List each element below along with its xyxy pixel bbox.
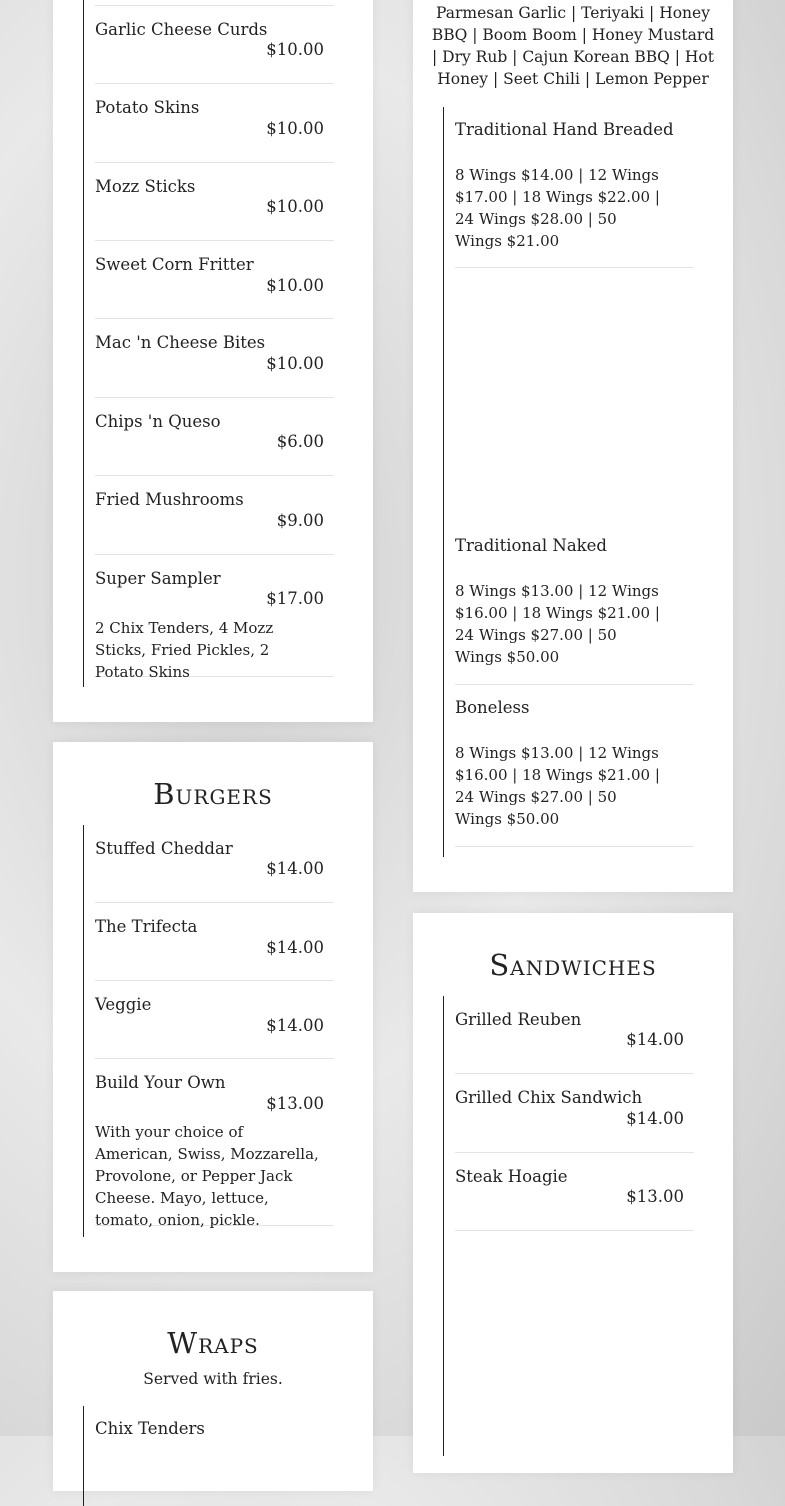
item-description: 2 Chix Tenders, 4 Mozz Sticks, Fried Pickles, 2 Potato Skins bbox=[95, 619, 274, 681]
item-price: $10.00 bbox=[266, 354, 324, 373]
section-title: Wraps bbox=[167, 1326, 259, 1360]
item-name: Grilled Reuben bbox=[455, 1010, 582, 1029]
menu-item[interactable] bbox=[455, 107, 694, 268]
menu-item[interactable] bbox=[455, 523, 694, 685]
item-name: Grilled Chix Sandwich bbox=[455, 1088, 643, 1107]
item-price: $10.00 bbox=[266, 119, 324, 138]
sandwiches-card bbox=[413, 913, 733, 1473]
item-price: $13.00 bbox=[266, 1094, 324, 1113]
flavors-line: BBQ | Boom Boom | Honey Mustard bbox=[431, 26, 715, 44]
menu-item[interactable] bbox=[455, 1074, 694, 1153]
section-subtitle: Served with fries. bbox=[143, 1370, 283, 1388]
item-name: Super Sampler bbox=[95, 569, 221, 588]
item-price: $14.00 bbox=[266, 859, 324, 878]
flavors-line: | Dry Rub | Cajun Korean BBQ | Hot bbox=[432, 48, 714, 66]
flavors-line: Honey | Seet Chili | Lemon Pepper bbox=[437, 70, 709, 88]
menu-item[interactable] bbox=[95, 241, 334, 319]
wings-list bbox=[443, 107, 703, 857]
menu-item[interactable] bbox=[95, 981, 334, 1059]
burgers-card bbox=[53, 742, 373, 1272]
menu-item[interactable] bbox=[95, 555, 334, 681]
menu-item[interactable] bbox=[95, 825, 334, 903]
menu-item[interactable] bbox=[95, 319, 334, 398]
item-name: Mozz Sticks bbox=[95, 177, 196, 196]
menu-item[interactable] bbox=[455, 996, 694, 1074]
item-description: With your choice of American, Swiss, Mozzarella, Provolone, or Pepper Jack Cheese. Mayo, lettuce, tomato, onion, pickle. bbox=[95, 1123, 319, 1229]
item-name: Sweet Corn Fritter bbox=[95, 255, 254, 274]
item-name: Chix Tenders bbox=[95, 1419, 205, 1438]
item-price: $10.00 bbox=[266, 40, 324, 59]
item-price: $9.00 bbox=[276, 511, 324, 530]
section-title: Burgers bbox=[153, 777, 273, 811]
sandwiches-list bbox=[443, 996, 703, 1456]
item-description: 8 Wings $13.00 | 12 Wings $16.00 | 18 Wings $21.00 | 24 Wings $27.00 | 50 Wings $50.00 bbox=[455, 744, 660, 828]
item-description: 8 Wings $13.00 | 12 Wings $16.00 | 18 Wings $21.00 | 24 Wings $27.00 | 50 Wings $50.00 bbox=[455, 582, 660, 666]
menu-item[interactable] bbox=[455, 685, 694, 847]
item-price: $13.00 bbox=[626, 1187, 684, 1206]
item-price: $6.00 bbox=[276, 432, 324, 451]
item-price: $14.00 bbox=[626, 1030, 684, 1049]
item-price: $17.00 bbox=[266, 589, 324, 608]
appetizers-card bbox=[53, 0, 373, 722]
appetizers-list bbox=[83, 0, 343, 687]
menu-item[interactable] bbox=[455, 1153, 694, 1231]
flavors-line: Parmesan Garlic | Teriyaki | Honey bbox=[436, 4, 710, 22]
item-name: Stuffed Cheddar bbox=[95, 839, 233, 858]
menu-item[interactable] bbox=[95, 1406, 334, 1466]
menu-item[interactable] bbox=[95, 1059, 334, 1229]
item-name: Build Your Own bbox=[95, 1073, 226, 1092]
item-name: Traditional Hand Breaded bbox=[455, 120, 674, 139]
wings-card bbox=[413, 0, 733, 892]
wraps-card bbox=[53, 1291, 373, 1491]
item-name: Potato Skins bbox=[95, 98, 200, 117]
menu-item[interactable] bbox=[95, 903, 334, 981]
menu-item[interactable] bbox=[95, 163, 334, 241]
menu-item[interactable] bbox=[95, 398, 334, 476]
item-name: Mac 'n Cheese Bites bbox=[95, 333, 266, 352]
item-price: $10.00 bbox=[266, 197, 324, 216]
item-name: Steak Hoagie bbox=[455, 1167, 568, 1186]
item-name: Boneless bbox=[455, 698, 530, 717]
item-price: $10.00 bbox=[266, 276, 324, 295]
wraps-list bbox=[83, 1406, 343, 1506]
wing-flavors bbox=[413, 2, 733, 90]
burgers-list bbox=[83, 825, 343, 1237]
item-price: $14.00 bbox=[626, 1109, 684, 1128]
menu-item[interactable] bbox=[95, 84, 334, 163]
item-name: Fried Mushrooms bbox=[95, 490, 244, 509]
section-title: Sandwiches bbox=[489, 948, 657, 982]
item-name: Chips 'n Queso bbox=[95, 412, 221, 431]
menu-item[interactable] bbox=[95, 476, 334, 555]
menu-item[interactable] bbox=[95, 6, 334, 84]
item-price: $14.00 bbox=[266, 938, 324, 957]
item-description: 8 Wings $14.00 | 12 Wings $17.00 | 18 Wings $22.00 | 24 Wings $28.00 | 50 Wings $21.00 bbox=[455, 166, 660, 250]
item-name: The Trifecta bbox=[95, 917, 198, 936]
item-price: $14.00 bbox=[266, 1016, 324, 1035]
item-name: Garlic Cheese Curds bbox=[95, 20, 268, 39]
item-name: Veggie bbox=[95, 995, 152, 1014]
item-name: Traditional Naked bbox=[455, 536, 607, 555]
